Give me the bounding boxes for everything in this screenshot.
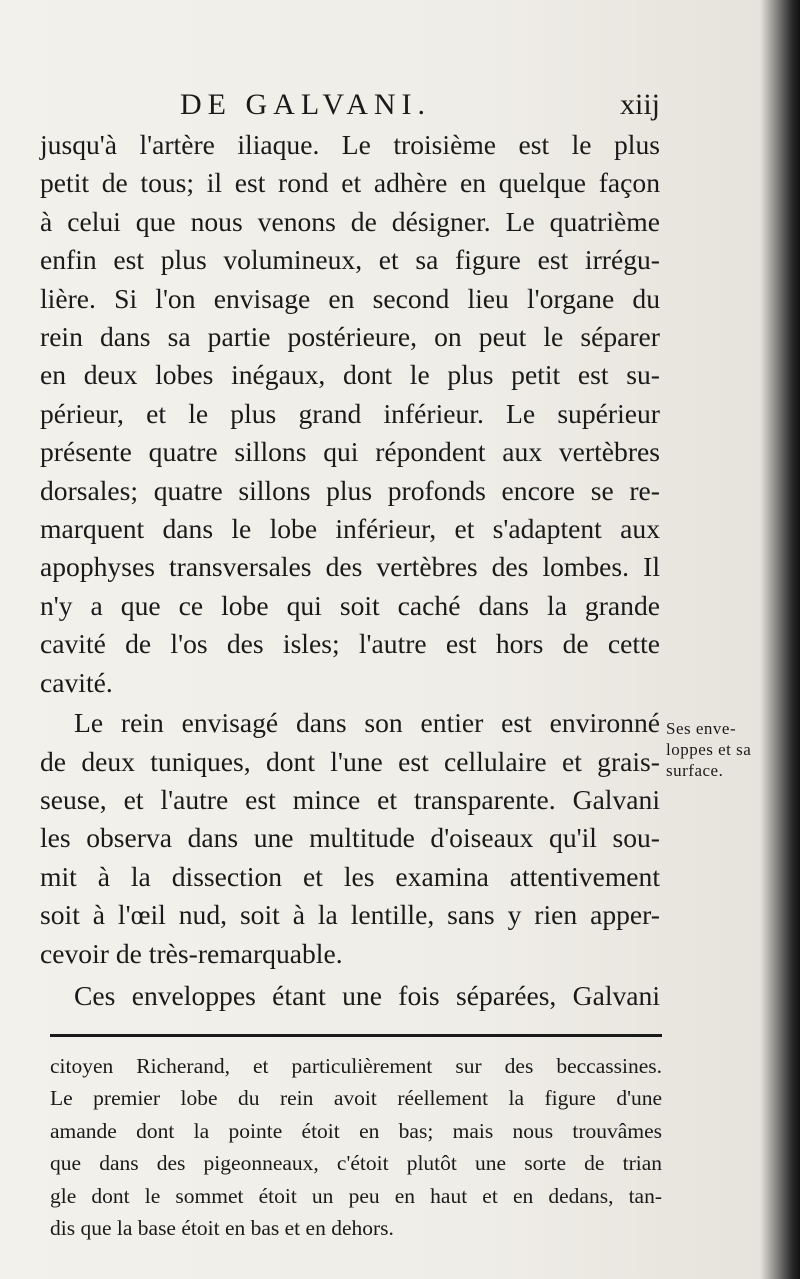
text-line: marquent dans le lobe inférieur, et s'adaptent aux <box>40 513 660 545</box>
paragraph-3 <box>40 977 660 1015</box>
text-line: Le rein envisagé dans son entier est environné <box>74 707 660 739</box>
text-line: petit de tous; il est rond et adhère en quelque façon <box>40 167 660 199</box>
text-line: soit à l'œil nud, soit à la lentille, sans y rien apper- <box>40 899 660 931</box>
text-line: cavité de l'os des isles; l'autre est hors de cette <box>40 628 660 660</box>
paragraph-1 <box>40 126 660 702</box>
text-line: Ces enveloppes étant une fois séparées, Galvani <box>74 979 660 1011</box>
footnote-line: amande dont la pointe étoit en bas; mais nous trouvâmes <box>50 1118 662 1143</box>
text-line: en deux lobes inégaux, dont le plus petit est su- <box>40 359 660 391</box>
footnote-line: gle dont le sommet étoit un peu en haut et en dedans, tan- <box>50 1183 662 1208</box>
footnote <box>50 1050 662 1244</box>
text-line: cavité. <box>40 666 113 698</box>
footnote-line: que dans des pigeonneaux, c'étoit plutôt une sorte de trian <box>50 1151 662 1176</box>
margin-note-line: surface. <box>666 761 724 780</box>
text-line: apophyses transversales des vertèbres des lombes. Il <box>40 551 660 583</box>
text-line: cevoir de très-remarquable. <box>40 937 343 969</box>
main-text <box>40 126 660 1015</box>
text-line: périeur, et le plus grand inférieur. Le supérieur <box>40 397 660 429</box>
text-line: enfin est plus volumineux, et sa figure est irrégu- <box>40 244 660 276</box>
text-line: seuse, et l'autre est mince et transparente. Galvani <box>40 783 660 815</box>
text-line: mit à la dissection et les examina attentivement <box>40 860 660 892</box>
footnote-rule <box>50 1034 662 1037</box>
text-line: n'y a que ce lobe qui soit caché dans la grande <box>40 589 660 621</box>
footnote-line: citoyen Richerand, et particulièrement sur des beccassines. <box>50 1054 662 1078</box>
running-title: DE GALVANI. <box>180 88 432 121</box>
text-line: rein dans sa partie postérieure, on peut le séparer <box>40 321 660 353</box>
page-number: xiij <box>619 88 660 121</box>
text-line: présente quatre sillons qui répondent aux vertèbres <box>40 436 660 468</box>
text-line: lière. Si l'on envisage en second lieu l'organe du <box>40 282 660 314</box>
paragraph-2 <box>40 704 660 973</box>
text-line: à celui que nous venons de désigner. Le quatrième <box>40 205 660 237</box>
page-header <box>180 88 660 128</box>
margin-note-line: Ses enve- <box>666 719 737 738</box>
margin-note <box>666 718 794 781</box>
text-line: jusqu'à l'artère iliaque. Le troisième est le plus <box>40 129 660 160</box>
footnote-line: Le premier lobe du rein avoit réellement la figure d'une <box>50 1086 662 1111</box>
text-line: de deux tuniques, dont l'une est cellulaire et grais- <box>40 745 660 777</box>
margin-note-line: loppes et sa <box>666 740 752 759</box>
footnote-line: dis que la base étoit en bas et en dehors. <box>50 1216 394 1241</box>
text-line: dorsales; quatre sillons plus profonds encore se re- <box>40 474 660 506</box>
text-line: les observa dans une multitude d'oiseaux qu'il sou- <box>40 822 660 854</box>
